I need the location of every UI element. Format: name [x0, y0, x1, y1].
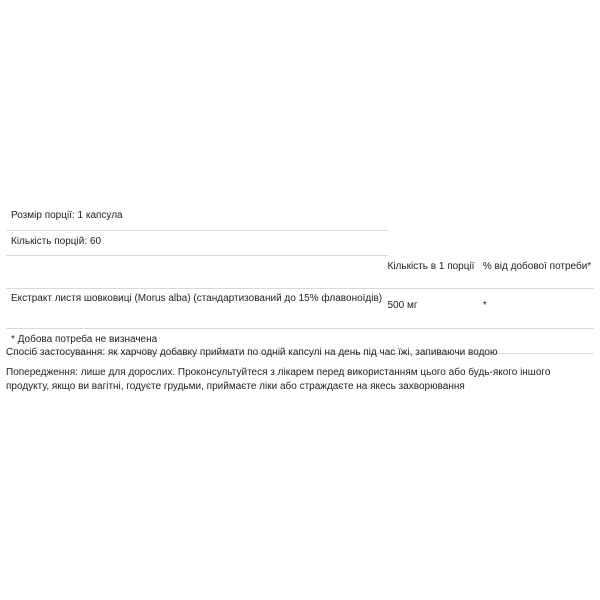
- table-header-row: [6, 256, 594, 289]
- usage-text: як харчову добавку приймати по одній капсулі на день під час їжі, запиваючи водою: [105, 347, 498, 358]
- supplement-facts-table: [6, 204, 594, 354]
- warning-text: лише для дорослих. Проконсультуйтеся з лікарем перед використанням цього або будь-якого іншого продукту, якщо ви вагітні, годуєте грудьми, приймаєте ліки або страждаєте на якесь захворювання: [6, 367, 551, 392]
- usage-label: Спосіб застосування:: [6, 347, 106, 358]
- warning-paragraph: [6, 366, 594, 394]
- header-amount: Кількість в 1 порції: [388, 256, 483, 289]
- servings-count-row: [6, 231, 594, 256]
- ingredient-amount: 500 мг: [388, 289, 483, 329]
- footnote: * Добова потреба не визначена: [6, 329, 388, 354]
- ingredient-name: Екстракт листя шовковиці (Morus alba) (стандартизований до 15% флавоноїдів): [6, 289, 388, 329]
- ingredient-daily-value: *: [483, 289, 594, 329]
- header-daily-value: % від добової потреби*: [483, 256, 594, 289]
- usage-paragraph: [6, 346, 594, 360]
- warning-label: Попередження:: [6, 367, 78, 378]
- servings-count: Кількість порцій: 60: [6, 231, 388, 256]
- serving-size-row: [6, 204, 594, 231]
- serving-size: Розмір порції: 1 капсула: [6, 204, 388, 231]
- table-row: [6, 289, 594, 329]
